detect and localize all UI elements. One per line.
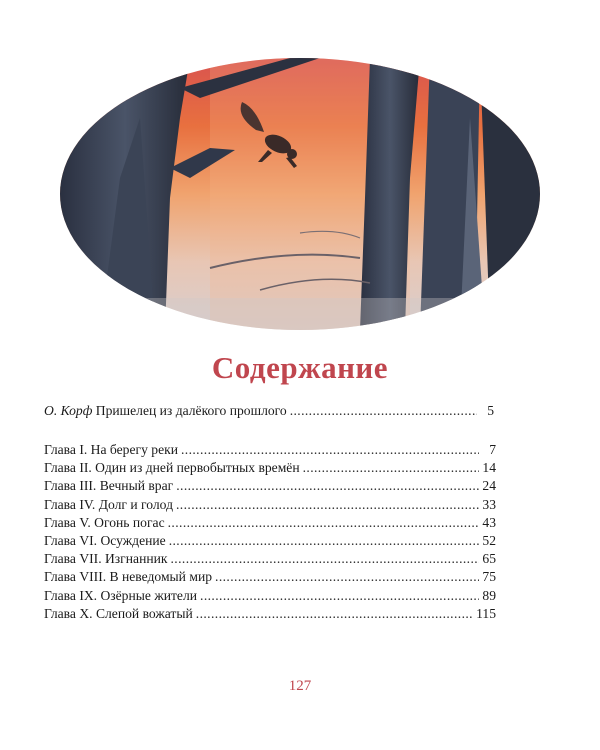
toc-entry-label: Глава IX. Озёрные жители: [44, 587, 198, 603]
dot-leader: [196, 605, 473, 623]
toc-entry-page: 14: [482, 460, 496, 476]
toc-entry-chapter-6[interactable]: [44, 532, 496, 550]
toc-entry-author: О. Корф: [44, 403, 93, 418]
dot-leader: [168, 514, 479, 532]
toc-entry-label: Глава VIII. В неведомый мир: [44, 569, 213, 585]
toc-entry-page: 5: [487, 403, 494, 418]
toc-entry-label: Глава III. Вечный враг: [44, 478, 174, 494]
toc-entry-chapter-8[interactable]: [44, 568, 496, 586]
toc-entry-page: 115: [476, 605, 496, 621]
toc-entry-title: Пришелец из далёкого прошлого: [95, 403, 287, 418]
toc-entry-chapter-10[interactable]: [44, 605, 496, 623]
dot-leader: [169, 532, 479, 550]
toc-entry-label: Глава V. Огонь погас: [44, 514, 165, 530]
toc-entry-chapter-7[interactable]: [44, 550, 496, 568]
toc-entry-label: Глава VII. Изгнанник: [44, 551, 168, 567]
dot-leader: [171, 550, 480, 568]
toc-entry-label: [44, 402, 287, 420]
toc-entry-chapter-5[interactable]: [44, 514, 496, 532]
dot-leader: [176, 477, 479, 495]
toc-entry-chapter-4[interactable]: [44, 496, 496, 514]
toc-entry-page: 7: [489, 442, 496, 457]
dot-leader: [200, 587, 479, 605]
page-number: 127: [288, 678, 312, 694]
toc-title: Содержание: [211, 350, 389, 385]
toc-entry-intro[interactable]: [44, 402, 494, 420]
toc-entry-page: 52: [482, 532, 496, 548]
toc-entry-page: 75: [482, 569, 496, 585]
toc-entry-page: 33: [482, 496, 496, 512]
toc-entry-label: Глава II. Один из дней первобытных времён: [44, 460, 300, 476]
dot-leader: [290, 402, 477, 420]
toc-entry-label: Глава I. На берегу реки: [44, 442, 178, 457]
toc-entry-label: Глава IV. Долг и голод: [44, 496, 173, 512]
toc-intro: [44, 402, 494, 420]
toc-entry-page: 89: [482, 587, 496, 603]
dot-leader: [181, 441, 479, 459]
toc-entry-chapter-3[interactable]: [44, 477, 496, 495]
toc-entry-page: 43: [482, 514, 496, 530]
forest-squirrel-illustration: [60, 58, 540, 330]
toc-entry-chapter-1[interactable]: [44, 441, 496, 459]
dot-leader: [176, 496, 479, 514]
toc-entry-page: 24: [482, 478, 496, 494]
toc-chapter-list: [44, 441, 496, 623]
toc-entry-label: Глава X. Слепой вожатый: [44, 605, 193, 621]
toc-entry-label: Глава VI. Осуждение: [44, 532, 166, 548]
toc-entry-chapter-2[interactable]: [44, 459, 496, 477]
toc-entry-page: 65: [482, 551, 496, 567]
dot-leader: [215, 568, 479, 586]
dot-leader: [303, 459, 479, 477]
toc-entry-chapter-9[interactable]: [44, 587, 496, 605]
